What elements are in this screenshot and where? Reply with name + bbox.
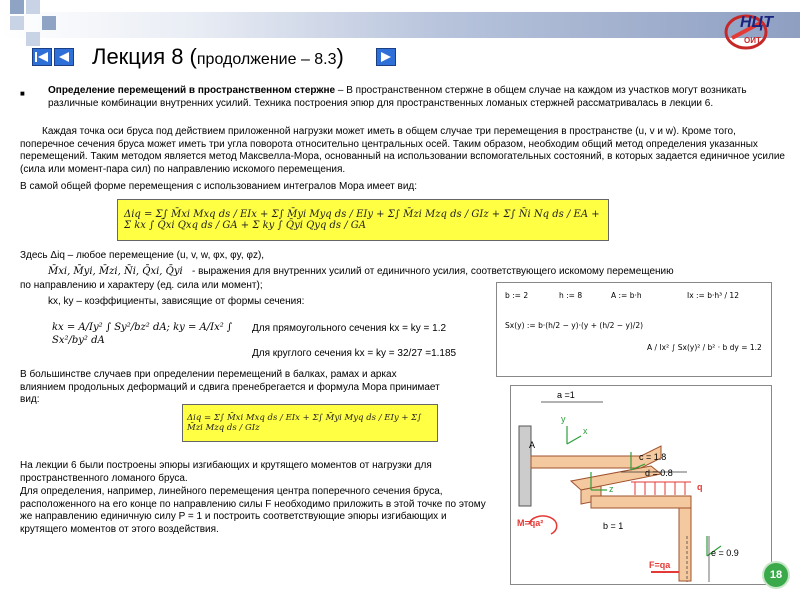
mohr-intro-text: В самой общей форме перемещения с использованием интегралов Мора имеет вид: xyxy=(20,181,418,192)
arrow-left-icon xyxy=(55,49,73,65)
lecture6-reference: На лекции 6 были построены эпюры изгибающих и крутящего моментов от нагрузки для пространственного ломаного бруса. xyxy=(20,460,432,484)
deco-square xyxy=(10,0,24,14)
shear-coefficients-text: kx, ky – коэффициенты, зависящие от формы сечения: xyxy=(48,296,305,307)
logo-subtext: ОИТ xyxy=(744,36,761,45)
axis-y-label: y xyxy=(561,414,566,424)
dim-d: d = 0.8 xyxy=(645,468,673,478)
page-title: Лекция 8 (продолжение – 8.3) xyxy=(92,44,344,69)
unit-force-paragraph: Для определения, например, линейного перемещения центра поперечного сечения бруса, расположенного на его конце по направлению силы F необходимо приложить в этой точке по этому же направлению единичную силу P = 1 и построить соответствующие эпюры изгибающих и крутящего моментов от этого воздействия. xyxy=(20,486,486,535)
unit-forces-continuation: по направлению и характеру (ед. сила или момент); xyxy=(20,280,263,291)
first-slide-button[interactable] xyxy=(32,48,52,66)
deco-square xyxy=(10,16,24,30)
shear-coefficient-formula: kx = A/Iy² ∫ Sy²/bz² dA; ky = A/Ix² ∫ Sx²/by² dA xyxy=(52,322,233,346)
mohr-simplified-formula: Δiq = Σ∫ M̄xi Mxq ds / EIx + Σ∫ M̄yi Myq ds / EIy + Σ∫ M̄zi Mzq ds / GIz xyxy=(182,404,438,442)
deco-square xyxy=(26,0,40,14)
next-slide-button[interactable] xyxy=(376,48,396,66)
axis-x-label: x xyxy=(583,426,588,436)
dim-e: e = 0.9 xyxy=(711,548,739,558)
calc-result: A / Ix² ∫ Sx(y)² / b² · b dy = 1.2 xyxy=(647,343,762,352)
prev-slide-button[interactable] xyxy=(54,48,74,66)
header-band xyxy=(0,12,800,38)
arrow-right-icon xyxy=(377,49,395,65)
frame-diagram xyxy=(510,385,772,585)
dim-c: c = 1.8 xyxy=(639,452,667,462)
support-label: A xyxy=(529,440,536,450)
deco-square xyxy=(42,16,56,30)
calc-static-moment: Sx(y) := b·(h/2 − y)·(y + (h/2 − y)/2) xyxy=(505,321,644,330)
bullet-icon: ■ xyxy=(20,89,25,98)
rectangular-section-note: Для прямоугольного сечения kx = ky = 1.2 xyxy=(252,323,447,334)
moment-label: M=qa² xyxy=(517,518,544,528)
dim-a: a =1 xyxy=(557,390,575,400)
force-label: F=qa xyxy=(649,560,671,570)
mathcad-calculation xyxy=(496,282,772,377)
calc-inertia: Ix := b·h³ / 12 xyxy=(687,291,739,300)
circular-section-note: Для круглого сечения kx = ky = 32/27 =1.185 xyxy=(252,348,457,359)
load-q-label: q xyxy=(697,482,703,492)
delta-definition: Здесь Δiq – любое перемещение (u, v, w, φx, φy, φz), xyxy=(20,250,265,261)
dim-b: b = 1 xyxy=(603,521,624,531)
displacement-paragraph: Каждая точка оси бруса под действием приложенной нагрузки может иметь в общем случае три перемещения в пространстве (u, v и w). Кроме того, поперечное сечения бруса может иметь три угла поворота относительно центральных осей. Таким образом, необходим общий метод определения указанных перемещений. Таким методом является метод Максвелла-Мора, основанный на использовании вспомогательных состояний, в которых задается единичное усилие (сила или момент-пара сил) по направлению искомого перемещения. xyxy=(20,126,785,175)
logo-text: НЦТ xyxy=(740,14,773,31)
axis-z-label: z xyxy=(609,484,614,494)
institution-logo xyxy=(722,8,784,52)
calc-area: A := b·h xyxy=(611,291,642,300)
simplification-paragraph: В большинстве случаев при определении перемещений в балках, рамах и арках влиянием продольных деформаций и сдвига пренебрегается и формула Мора принимает вид: xyxy=(20,369,440,405)
page-number-badge: 18 xyxy=(762,561,790,589)
skip-back-icon xyxy=(33,49,51,65)
calc-h: h := 8 xyxy=(559,291,583,300)
unit-forces-symbols: M̄xi, M̄yi, M̄zi, N̄i, Q̄xi, Q̄yi xyxy=(48,266,183,277)
calc-b: b := 2 xyxy=(505,291,529,300)
unit-forces-description: - выражения для внутренних усилий от единичного усилия, соответствующего искомому перемещению xyxy=(192,266,674,277)
deco-square xyxy=(26,32,40,46)
mohr-general-formula: Δiq = Σ∫ M̄xi Mxq ds / EIx + Σ∫ M̄yi Myq ds / EIy + Σ∫ M̄zi Mzq ds / GIz + Σ∫ N̄i Nq ds / EA + Σ kx ∫ Q̄xi Qxq ds / GA + Σ ky ∫ Q̄yi Qyq ds / GA xyxy=(117,199,609,241)
intro-paragraph: Определение перемещений в пространственном стержне – В пространственном стержне в общем случае на каждом из участков могут возникать различные комбинации внутренних усилий. Техника построения эпюр для пространственных ломаных стержней рассматривалась в лекции 6. xyxy=(48,85,747,109)
